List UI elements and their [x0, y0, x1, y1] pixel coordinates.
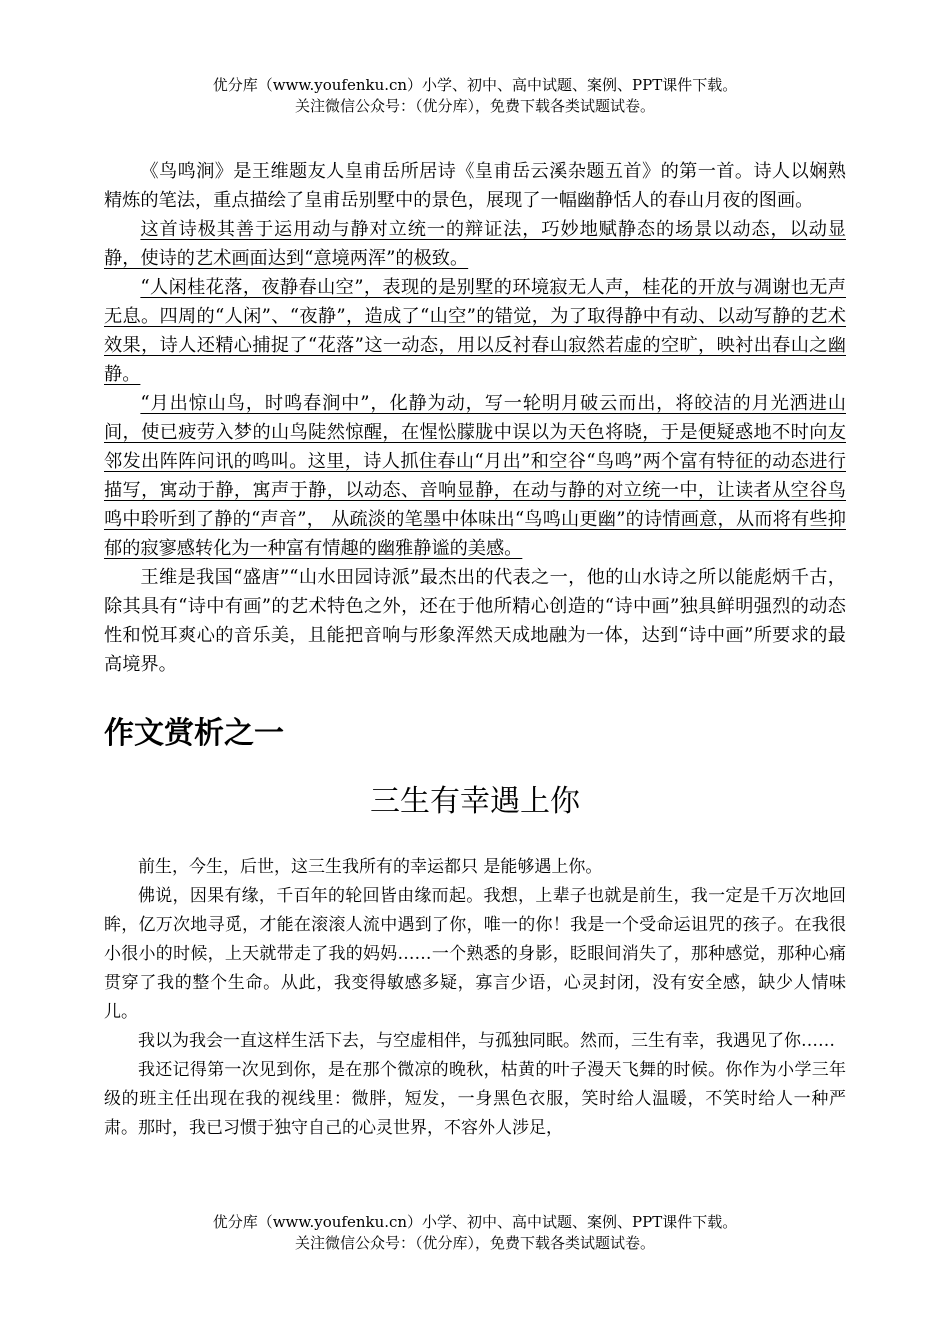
page-header [0, 75, 950, 117]
page-footer [0, 1212, 950, 1254]
footer-line-1: 优分库（www.youfenku.cn）小学、初中、高中试题、案例、PPT课件下载。 [212, 1213, 738, 1231]
footer-line-2: 关注微信公众号：（优分库），免费下载各类试题试卷。 [294, 1234, 655, 1252]
essay-paragraph-2: 佛说，因果有缘，千百年的轮回皆由缘而起。我想，上辈子也就是前生，我一定是千万次地回眸，亿万次地寻觅，才能在滚滚人流中遇到了你，唯一的你！我是一个受命运诅咒的孩子。在我很小很小的时候，上天就带走了我的妈妈……一个熟悉的身影，眨眼间消失了，那种感觉，那种心痛贯穿了我的整个生命。从此，我变得敏感多疑，寡言少语，心灵封闭，没有安全感，缺少人情味儿。 [104, 886, 846, 1022]
header-line-2: 关注微信公众号：（优分库），免费下载各类试题试卷。 [294, 97, 655, 115]
analysis-paragraph-5: 王维是我国“盛唐”“山水田园诗派”最杰出的代表之一，他的山水诗之所以能彪炳千古，除其具有“诗中有画”的艺术特色之外，还在于他所精心创造的“诗中画”独具鲜明强烈的动态性和悦耳爽心的音乐美，且能把音响与形象浑然天成地融为一体，达到“诗中画”所要求的最高境界。 [104, 567, 846, 675]
header-line-1: 优分库（www.youfenku.cn）小学、初中、高中试题、案例、PPT课件下载。 [212, 76, 738, 94]
essay-paragraph-1: 前生，今生，后世，这三生我所有的幸运都只 是能够遇上你。 [138, 857, 603, 877]
essay-body [104, 853, 846, 1143]
analysis-paragraph-2: 这首诗极其善于运用动与静对立统一的辩证法，巧妙地赋静态的场景以动态，以动显静，使诗的艺术画面达到“意境两浑”的极致。 [104, 219, 846, 269]
analysis-paragraph-3: “人闲桂花落，夜静春山空”，表现的是别墅的环境寂无人声，桂花的开放与凋谢也无声无息。四周的“人闲”、“夜静”，造成了“山空”的错觉，为了取得静中有动、以动写静的艺术效果，诗人还精心捕捉了“花落”这一动态，用以反衬春山寂然若虚的空旷，映衬出春山之幽静。 [104, 277, 846, 385]
section-heading: 作文赏析之一 [104, 716, 284, 751]
essay-paragraph-4: 我还记得第一次见到你，是在那个微凉的晚秋，枯黄的叶子漫天飞舞的时候。你作为小学三年级的班主任出现在我的视线里：微胖，短发，一身黑色衣服，笑时给人温暖，不笑时给人一种严肃。那时，我已习惯于独守自己的心灵世界，不容外人涉足， [104, 1060, 846, 1138]
page-content [104, 157, 846, 1143]
essay-paragraph-3: 我以为我会一直这样生活下去，与空虚相伴，与孤独同眠。然而，三生有幸，我遇见了你…… [138, 1031, 835, 1051]
analysis-paragraph-1: 《鸟鸣涧》是王维题友人皇甫岳所居诗《皇甫岳云溪杂题五首》的第一首。诗人以娴熟精炼的笔法，重点描绘了皇甫岳别墅中的景色，展现了一幅幽静恬人的春山月夜的图画。 [104, 161, 846, 211]
analysis-paragraph-4: “月出惊山鸟，时鸣春涧中”，化静为动，写一轮明月破云而出，将皎洁的月光洒进山间，使已疲劳入梦的山鸟陡然惊醒，在惺忪朦胧中误以为天色将晓，于是便疑惑地不时向友邻发出阵阵问讯的鸣叫。这里，诗人抓住春山“月出”和空谷“鸟鸣”两个富有特征的动态进行描写，寓动于静，寓声于静，以动态、音响显静，在动与静的对立统一中，让读者从空谷鸟鸣中聆听到了静的“声音”， 从疏淡的笔墨中体味出“鸟鸣山更幽”的诗情画意，从而将有些抑郁的寂寥感转化为一种富有情趣的幽雅静谧的美感。 [104, 393, 846, 559]
essay-title: 三生有幸遇上你 [370, 784, 580, 819]
